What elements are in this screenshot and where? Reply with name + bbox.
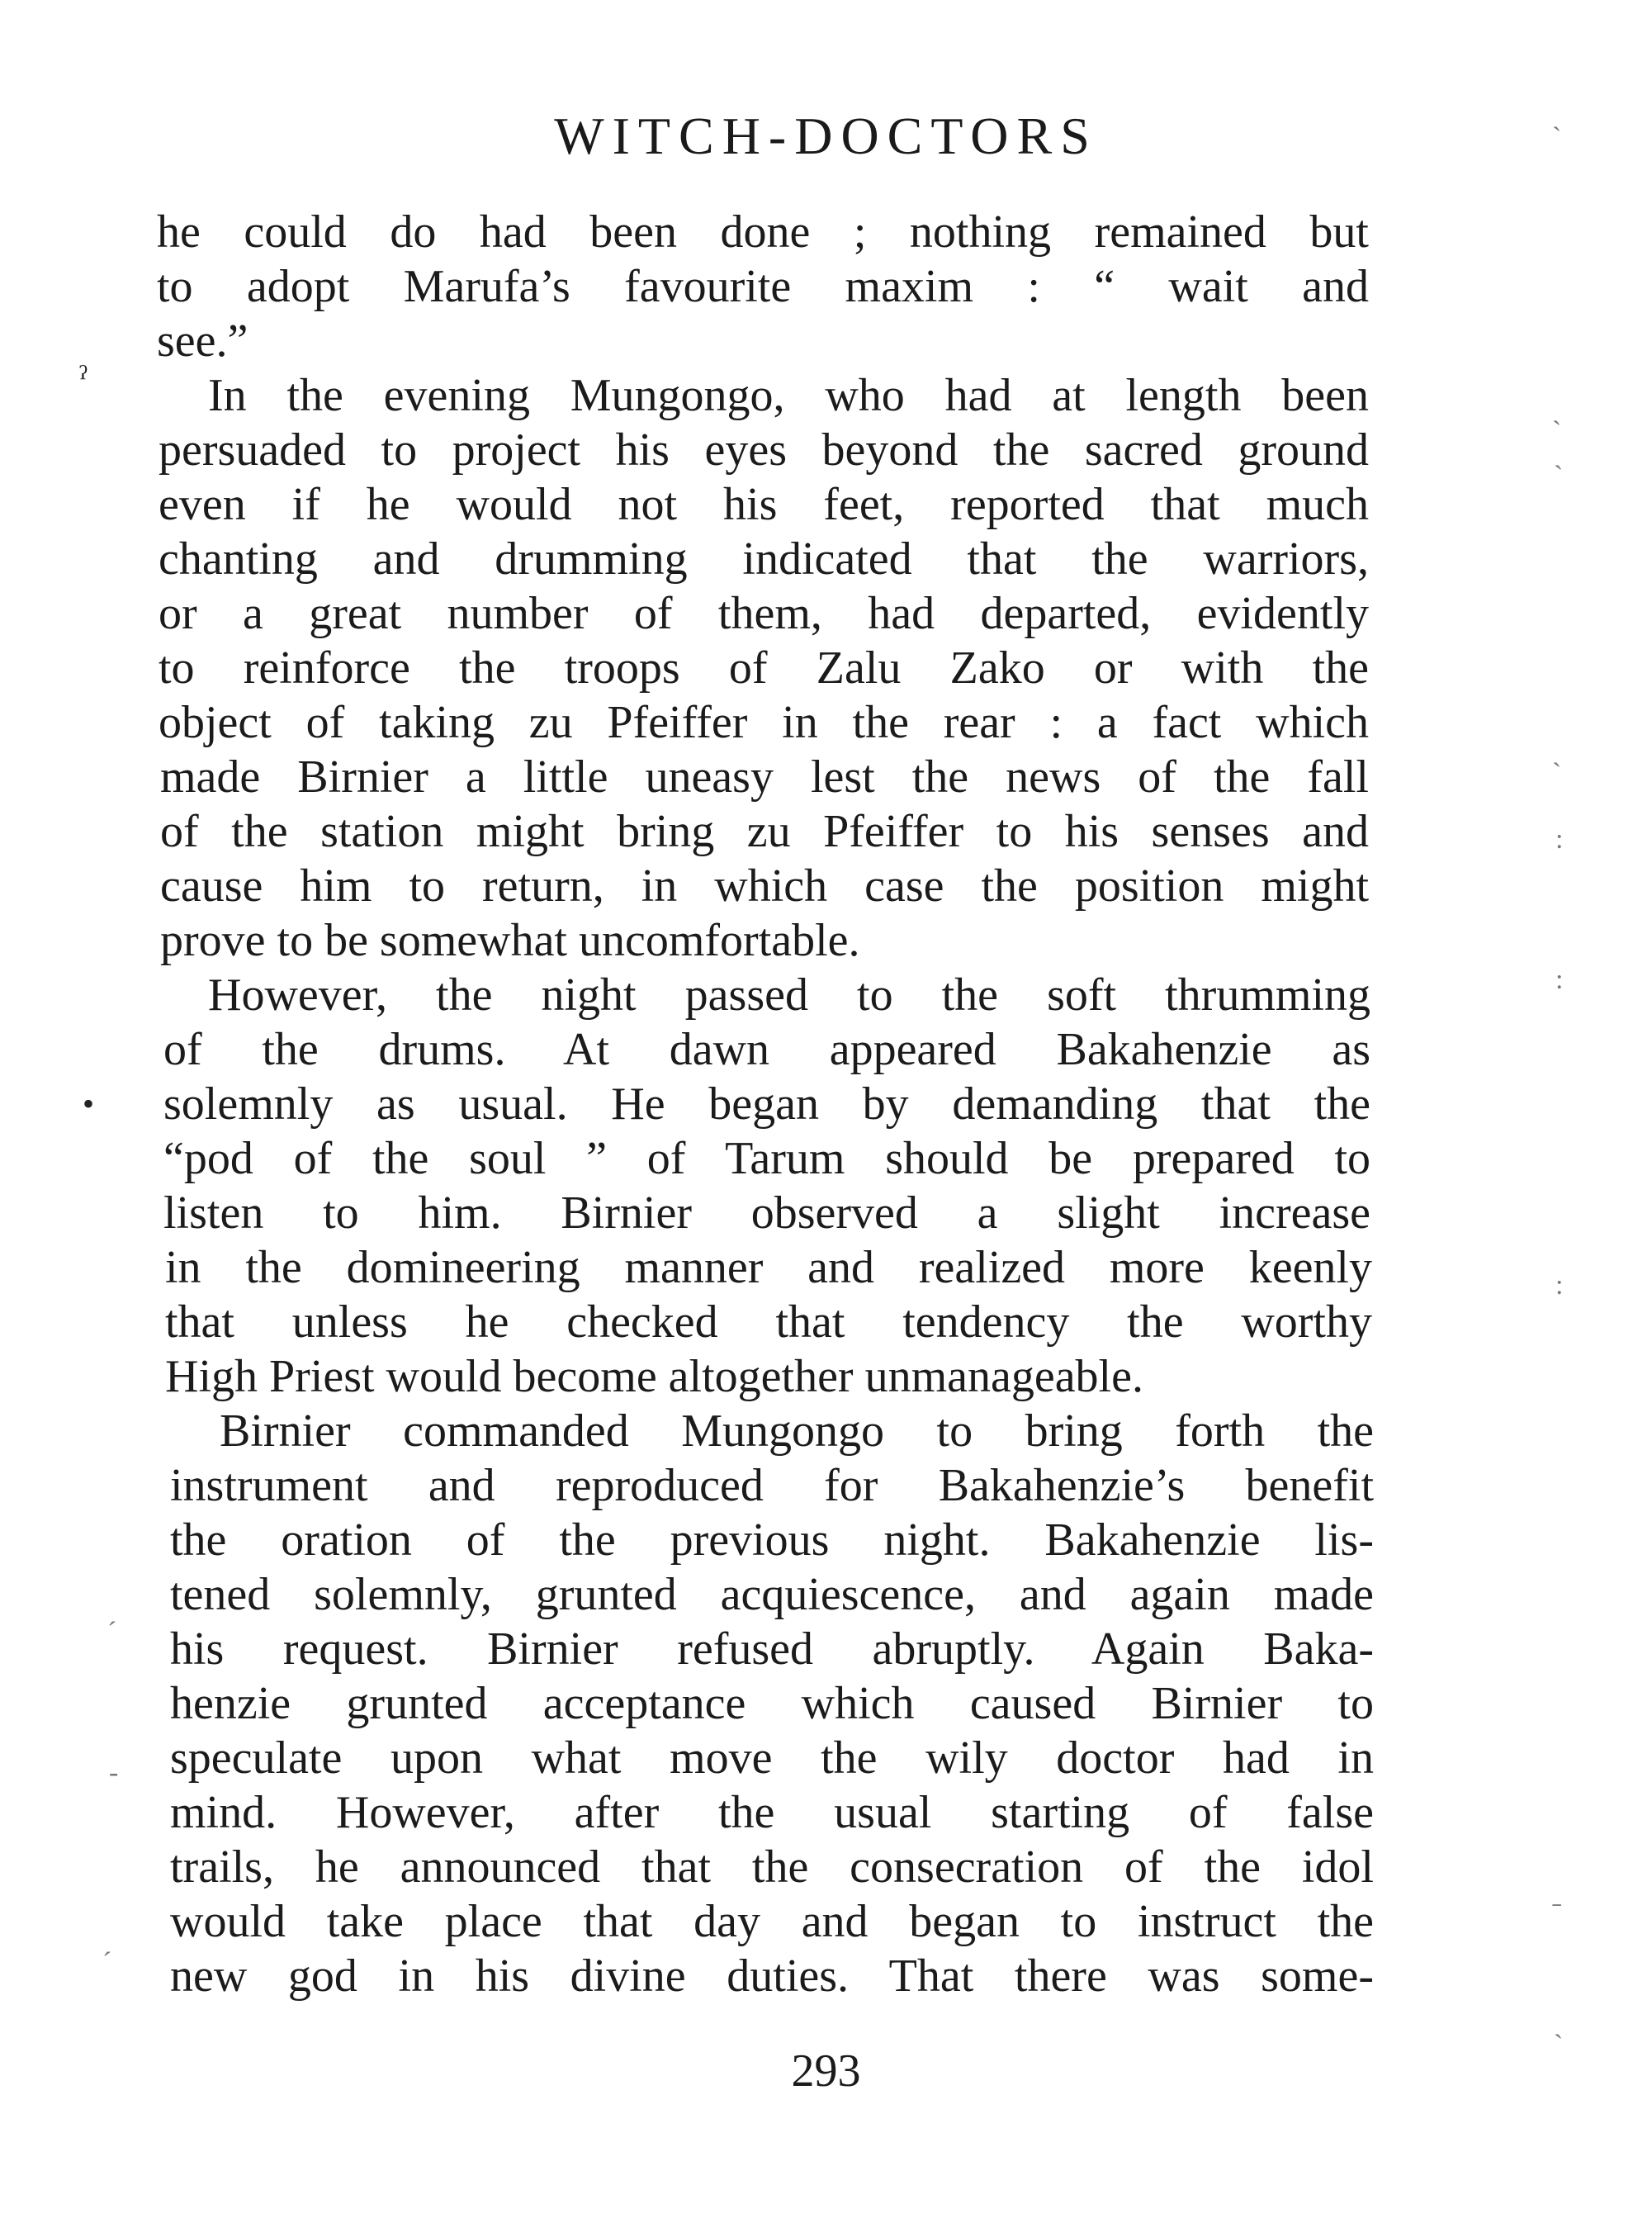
text-line: prove to be somewhat uncomfortable. — [160, 915, 860, 966]
scan-speck: ˊ — [102, 1947, 112, 1978]
text-line: of the drums. At dawn appeared Bakahenzie as — [163, 1024, 1370, 1075]
text-line: solemnly as usual. He began by demanding that the — [163, 1078, 1370, 1130]
text-line: the oration of the previous night. Bakahenzie lis- — [170, 1514, 1374, 1566]
scan-speck: : — [1555, 824, 1564, 855]
scan-speck: ˋ — [1554, 461, 1564, 491]
scan-speck: ˋ — [1552, 758, 1562, 789]
text-line: “pod of the soul ” of Tarum should be prepared to — [163, 1133, 1370, 1184]
text-line: to reinforce the troops of Zalu Zako or with the — [159, 642, 1369, 694]
text-line: that unless he checked that tendency the worthy — [165, 1296, 1372, 1348]
text-line: of the station might bring zu Pfeiffer to his senses and — [160, 806, 1369, 857]
text-line: chanting and drumming indicated that the warriors, — [159, 533, 1369, 585]
text-line: even if he would not his feet, reported that much — [159, 479, 1369, 530]
text-line: henzie grunted acceptance which caused Birnier to — [170, 1678, 1374, 1729]
text-line: to adopt Marufa’s favourite maxim : “ wait and — [157, 261, 1369, 312]
text-line: speculate upon what move the wily doctor had in — [170, 1732, 1374, 1784]
text-line: High Priest would become altogether unmanageable. — [165, 1351, 1143, 1402]
text-line: see.” — [157, 315, 249, 367]
text-line: Birnier commanded Mungongo to bring forth the — [220, 1405, 1374, 1457]
text-line: tened solemnly, grunted acquiescence, and again made — [170, 1569, 1374, 1620]
scan-speck: • — [83, 1085, 95, 1122]
text-line: his request. Birnier refused abruptly. Again Baka- — [170, 1623, 1374, 1675]
text-line: trails, he announced that the consecration of the idol — [170, 1841, 1374, 1893]
text-line: in the domineering manner and realized more keenly — [165, 1242, 1372, 1293]
text-line: persuaded to project his eyes beyond the sacred ground — [159, 424, 1369, 476]
scan-speck: - — [109, 1757, 119, 1788]
scan-speck: : — [1555, 964, 1564, 995]
page-number: 293 — [791, 2045, 861, 2097]
text-line: mind. However, after the usual starting of false — [170, 1787, 1374, 1838]
scan-speck: ˊ — [107, 1617, 117, 1647]
text-line: he could do had been done ; nothing remained but — [157, 206, 1369, 258]
text-line: would take place that day and began to instruct the — [170, 1896, 1374, 1947]
text-line: or a great number of them, had departed, evidently — [159, 588, 1369, 639]
text-line: made Birnier a little uneasy lest the news of the fall — [160, 751, 1369, 803]
scan-speck: ˉ — [1552, 1898, 1562, 1928]
scan-speck: ˋ — [1552, 122, 1562, 153]
text-line: cause him to return, in which case the position might — [160, 860, 1369, 912]
scan-speck: ˀ — [79, 358, 88, 396]
text-line: listen to him. Birnier observed a slight increase — [163, 1187, 1370, 1239]
text-line: However, the night passed to the soft thrumming — [208, 969, 1370, 1021]
text-line: new god in his divine duties. That there was some- — [170, 1950, 1374, 2002]
text-line: In the evening Mungongo, who had at length been — [208, 370, 1369, 421]
scan-speck: ˋ — [1554, 2030, 1564, 2060]
running-head: WITCH-DOCTORS — [554, 107, 1098, 165]
text-line: instrument and reproduced for Bakahenzie’s benefit — [170, 1460, 1374, 1511]
text-line: object of taking zu Pfeiffer in the rear : a fact which — [159, 697, 1369, 748]
scan-speck: : — [1555, 1270, 1564, 1301]
scan-speck: ˎ — [1552, 395, 1562, 425]
